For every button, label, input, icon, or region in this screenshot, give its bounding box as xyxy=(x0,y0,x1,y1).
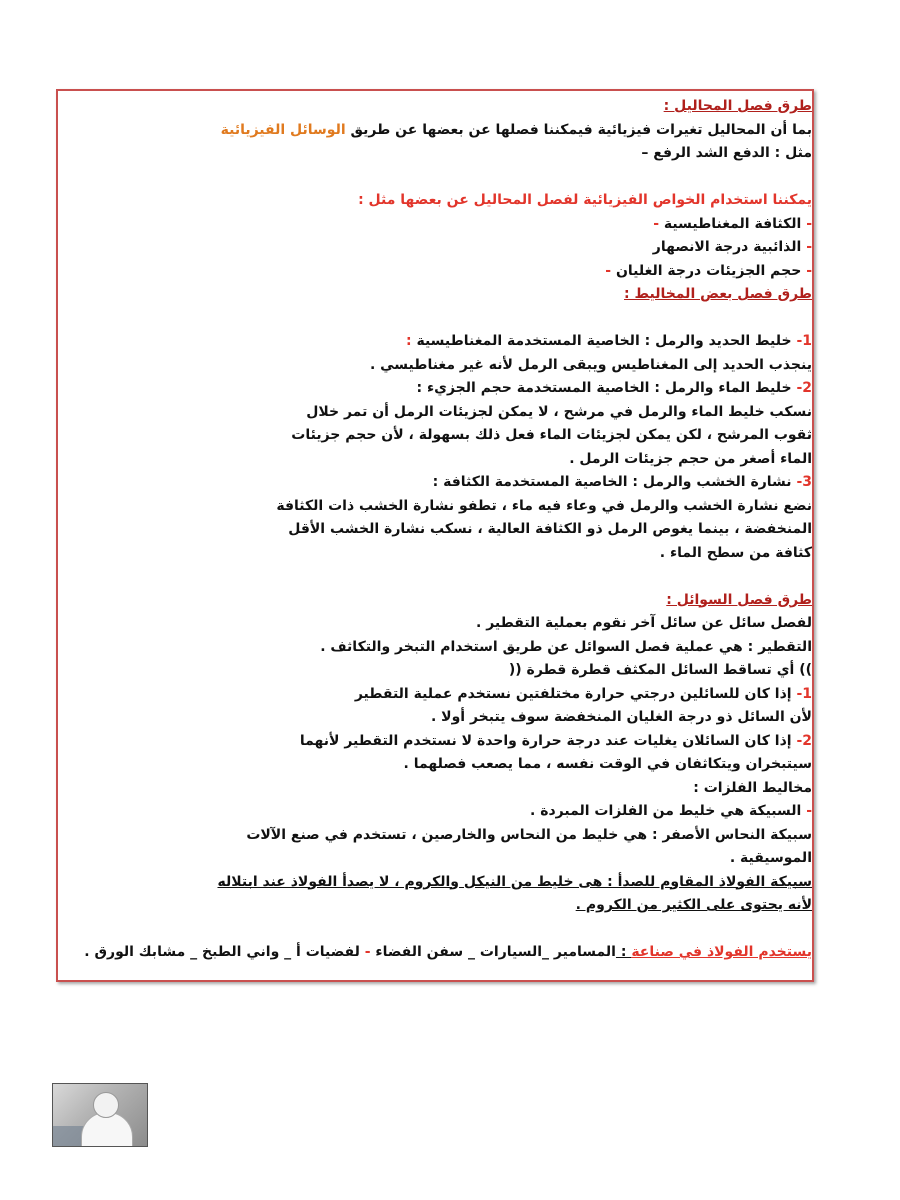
text-line: لأن السائل ذو درجة الغليان المنخفضة سوف يتبخر أولا . xyxy=(430,709,812,725)
text-line: )) أي تساقط السائل المكثف قطرة قطرة (( xyxy=(508,662,812,678)
text-line: سيتبخران ويتكاثفان في الوقت نفسه ، مما يصعب فصلهما . xyxy=(403,756,812,772)
text-line: المنخفضة ، بينما يغوص الرمل ذو الكثافة العالية ، نسكب نشارة الخشب الأقل xyxy=(288,521,812,537)
text-line: سبيكة النحاس الأصفر : هي خليط من النحاس والخارصين ، تستخدم في صنع الآلات xyxy=(246,826,812,843)
spacer xyxy=(72,166,812,190)
text-line: نسكب خليط الماء والرمل في مرشح ، لا يمكن لجزيئات الرمل أن تمر خلال xyxy=(306,403,812,420)
teacher-photo xyxy=(52,1083,148,1147)
text-line: الموسيقية . xyxy=(729,850,812,866)
text-line: ينجذب الحديد إلى المغناطيس ويبقى الرمل لأنه غير مغناطيسي . xyxy=(369,356,812,373)
text-line-underlined: سبيكة الفولاذ المقاوم للصدأ : هى خليط من النيكل والكروم ، لا يصدأ الفولاذ عند ابتلاله xyxy=(217,873,812,890)
metals-heading: مخاليط الفلزات : xyxy=(693,779,812,796)
text-line: مثل : الدفع الشد الرفع – xyxy=(641,145,812,161)
spacer xyxy=(72,918,812,942)
text-line: ثقوب المرشح ، لكن يمكن لجزيئات الماء فعل ذلك بسهولة ، لأن حجم جزيئات xyxy=(291,427,812,443)
numbered-item: 2- خليط الماء والرمل : الخاصية المستخدمة حجم الجزيء : xyxy=(416,380,812,396)
text-line: بما أن المحاليل تغيرات فيزيائية فيمكننا فصلها عن بعضها عن طريق الوسائل الفيزيائية xyxy=(220,121,812,138)
section-title-solutions: طرق فصل المحاليل : xyxy=(663,98,812,114)
spacer xyxy=(72,565,812,589)
steel-uses-line: يستخدم الفولاذ في صناعة : المسامير _السيارات _ سفن الفضاء - لفضيات أ _ واني الطبخ _ مشابك الورق . xyxy=(84,944,812,960)
list-item: - حجم الجزيئات درجة الغليان - xyxy=(605,262,812,279)
properties-heading: يمكننا استخدام الخواص الفيزيائية لفصل المحاليل عن بعضها مثل : xyxy=(358,192,812,208)
numbered-item: 1- إذا كان للسائلين درجتي حرارة مختلفتين نستخدم عملية التقطير xyxy=(354,685,812,702)
section-title-liquids: طرق فصل السوائل : xyxy=(666,591,812,608)
numbered-item: 2- إذا كان السائلان يغليات عند درجة حرارة واحدة لا نستخدم التقطير لأنهما xyxy=(299,732,812,749)
text-line: التقطير : هي عملية فصل السوائل عن طريق استخدام التبخر والتكاثف . xyxy=(320,638,812,655)
photo-figure-head xyxy=(93,1092,119,1118)
text-line-underlined: لأنه يحتوى على الكثير من الكروم . xyxy=(575,897,812,913)
numbered-item: 1- خليط الحديد والرمل : الخاصية المستخدمة المغناطيسية : xyxy=(405,333,812,349)
numbered-item: 3- نشارة الخشب والرمل : الخاصية المستخدمة الكثافة : xyxy=(432,474,812,490)
section-title-mixtures: طرق فصل بعض المخاليط : xyxy=(624,286,812,302)
text-line: كثافة من سطح الماء . xyxy=(659,544,812,561)
list-item: - الكثافة المغناطيسية - xyxy=(653,215,812,232)
text-line: الماء أصغر من حجم جزيئات الرمل . xyxy=(569,450,812,467)
spacer xyxy=(72,307,812,331)
list-item: - السبيكة هي خليط من الفلزات المبردة . xyxy=(530,803,812,819)
document-body xyxy=(72,95,812,965)
highlight-physical-means: الوسائل الفيزيائية xyxy=(220,121,346,138)
text-line: نضع نشارة الخشب والرمل في وعاء فيه ماء ، تطفو نشارة الخشب ذات الكثافة xyxy=(276,497,812,514)
text-line: لفصل سائل عن سائل آخر نقوم بعملية التقطير . xyxy=(476,615,812,631)
list-item: - الذائبية درجة الانصهار xyxy=(652,239,812,255)
